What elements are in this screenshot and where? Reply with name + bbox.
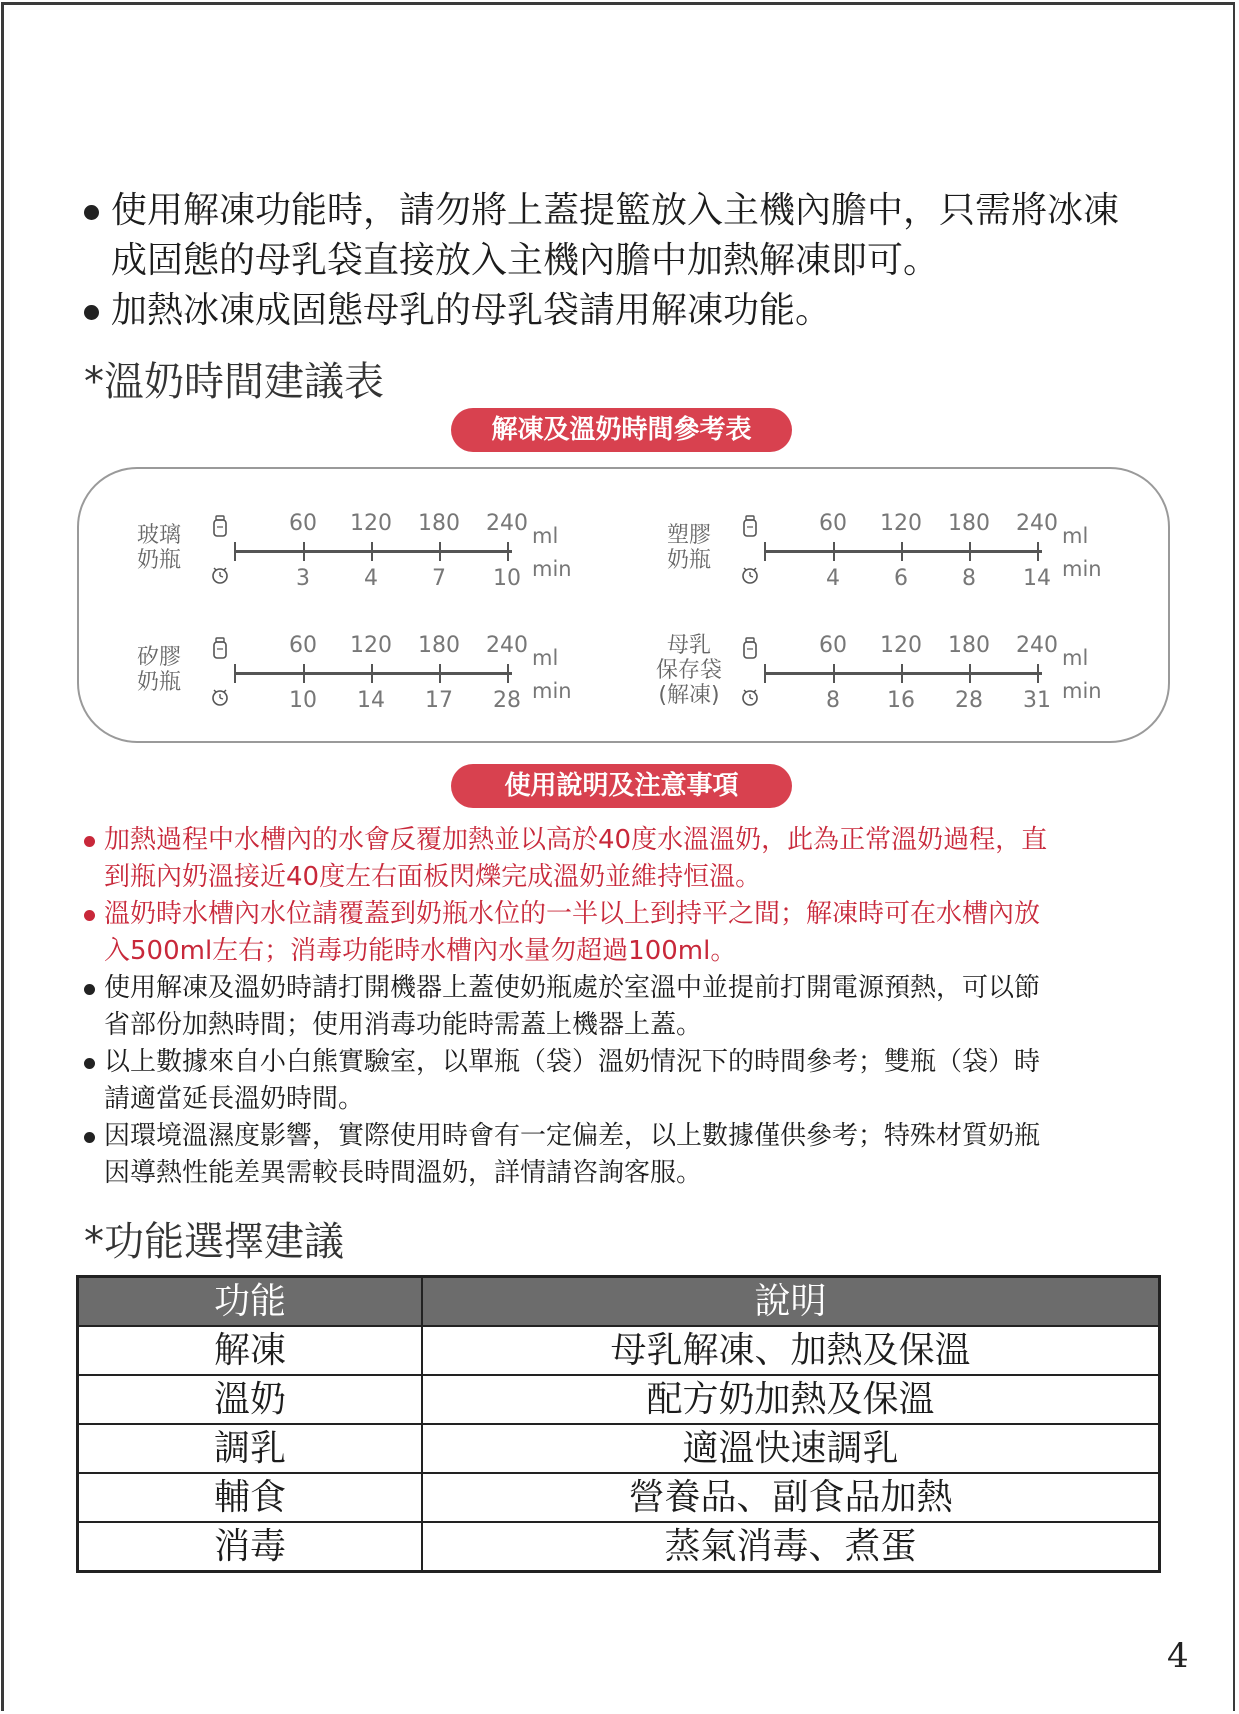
min-value: 3 [296,566,310,591]
ml-value: 120 [350,633,392,658]
ml-value: 120 [880,633,922,658]
description-cell: 適溫快速調乳 [422,1424,1160,1473]
scale-tick [833,542,835,561]
note-line: 因導熱性能差異需較長時間溫奶，詳情請咨詢客服。 [104,1158,703,1188]
scale-tick [303,542,305,561]
ml-value: 120 [350,511,392,536]
scale-tick [371,542,373,561]
notes-list [84,822,1184,1192]
scale-tick [234,542,236,561]
min-value: 28 [955,688,983,713]
bottle-type-line: 奶瓶 [666,548,711,573]
min-unit-label: min [532,679,572,703]
ml-value: 60 [289,633,317,658]
ml-value: 180 [418,633,460,658]
ml-value: 60 [289,511,317,536]
bottle-type-label [119,645,199,695]
clock-icon [209,565,231,590]
ml-value: 60 [819,511,847,536]
ref-group-silicone [119,629,609,719]
scale-axis [764,550,1042,553]
min-value: 14 [357,688,385,713]
min-unit-label: min [532,557,572,581]
header-function: 功能 [78,1277,423,1327]
function-cell: 調乳 [78,1424,423,1473]
note-line: 使用解凍及溫奶時請打開機器上蓋使奶瓶處於室溫中並提前打開電源預熱，可以節 [104,973,1041,1003]
ml-value: 120 [880,511,922,536]
min-value: 16 [887,688,915,713]
ml-value: 240 [1016,511,1058,536]
scale-tick [234,664,236,683]
note-item [84,1044,1184,1118]
ml-value: 180 [418,511,460,536]
ml-value: 240 [1016,633,1058,658]
table-row [78,1473,1160,1522]
ref-group-breastmilk-bag [649,629,1139,719]
min-unit-label: min [1062,679,1102,703]
bullet-dot [84,836,95,847]
notes-pill: 使用說明及注意事項 [451,764,792,808]
bullet-dot [84,1058,95,1069]
bottle-type-line: 保存袋 [655,658,722,683]
table-row [78,1375,1160,1424]
note-line: 以上數據來自小白熊實驗室，以單瓶（袋）溫奶情況下的時間參考；雙瓶（袋）時 [104,1047,1041,1077]
table-row [78,1424,1160,1473]
scale-axis [234,672,512,675]
header-description: 說明 [422,1277,1160,1327]
function-cell: 消毒 [78,1522,423,1572]
description-cell: 母乳解凍、加熱及保溫 [422,1326,1160,1375]
note-line: 省部份加熱時間；使用消毒功能時需蓋上機器上蓋。 [104,1010,703,1040]
clock-icon [209,687,231,712]
ref-group-glass [119,507,609,597]
min-value: 6 [894,566,908,591]
bullet-dot [84,1132,95,1143]
description-cell: 營養品、副食品加熱 [422,1473,1160,1522]
min-value: 8 [962,566,976,591]
bullet-dot [84,305,99,320]
bottle-icon [739,515,761,542]
note-line: 請適當延長溫奶時間。 [104,1084,365,1114]
min-value: 10 [493,566,521,591]
note-line: 加熱過程中水槽內的水會反覆加熱並以高於40度水溫溫奶，此為正常溫奶過程，直 [104,825,1048,855]
bottle-icon [739,637,761,664]
bottle-type-line: 塑膠 [666,523,711,548]
bullet-dot [84,205,99,220]
ml-value: 240 [486,633,528,658]
intro-bullet [84,286,1194,336]
scale-tick [901,542,903,561]
bottle-type-label [649,633,729,708]
ml-value: 240 [486,511,528,536]
ml-value: 180 [948,511,990,536]
min-value: 28 [493,688,521,713]
function-cell: 溫奶 [78,1375,423,1424]
scale-tick [1037,542,1039,561]
ref-table-pill: 解凍及溫奶時間參考表 [451,408,792,452]
scale-axis [234,550,512,553]
scale-tick [901,664,903,683]
scale-tick [969,664,971,683]
intro-bullets [84,186,1194,336]
note-item [84,822,1184,896]
scale-axis [764,672,1042,675]
bullet-dot [84,984,95,995]
clock-icon [739,687,761,712]
min-value: 10 [289,688,317,713]
scale-tick [969,542,971,561]
table-header-row [78,1277,1160,1327]
function-section-title: *功能選擇建議 [84,1219,344,1265]
bottle-icon [209,637,231,664]
min-value: 4 [364,566,378,591]
scale-tick [303,664,305,683]
page-number: 4 [1167,1636,1189,1676]
bottle-type-line: (解凍) [658,683,720,708]
note-item [84,970,1184,1044]
bullet-dot [84,910,95,921]
bottle-type-label [649,523,729,573]
bottle-type-line: 奶瓶 [136,670,181,695]
intro-bullet [84,186,1194,286]
ml-unit-label: ml [532,524,559,548]
warm-section-title: *溫奶時間建議表 [84,359,384,405]
clock-icon [739,565,761,590]
bottle-type-line: 矽膠 [136,645,181,670]
function-cell: 解凍 [78,1326,423,1375]
scale-tick [507,542,509,561]
min-value: 4 [826,566,840,591]
description-cell: 蒸氣消毒、煮蛋 [422,1522,1160,1572]
min-value: 8 [826,688,840,713]
scale-tick [439,664,441,683]
function-table [76,1275,1161,1573]
scale-tick [764,664,766,683]
note-line: 溫奶時水槽內水位請覆蓋到奶瓶水位的一半以上到持平之間；解凍時可在水槽內放 [104,899,1041,929]
min-value: 7 [432,566,446,591]
intro-line: 使用解凍功能時，請勿將上蓋提籃放入主機內膽中，只需將冰凍 [111,190,1120,231]
bottle-type-line: 母乳 [666,633,711,658]
scale-tick [764,542,766,561]
min-unit-label: min [1062,557,1102,581]
min-value: 14 [1023,566,1051,591]
ml-unit-label: ml [1062,646,1089,670]
bottle-icon [209,515,231,542]
bottle-type-line: 玻璃 [136,523,181,548]
note-line: 入500ml左右；消毒功能時水槽內水量勿超過100ml。 [104,936,737,966]
ml-value: 180 [948,633,990,658]
ml-unit-label: ml [532,646,559,670]
scale-tick [507,664,509,683]
ref-group-plastic [649,507,1139,597]
description-cell: 配方奶加熱及保溫 [422,1375,1160,1424]
ml-unit-label: ml [1062,524,1089,548]
min-value: 31 [1023,688,1051,713]
table-row [78,1522,1160,1572]
bottle-type-line: 奶瓶 [136,548,181,573]
scale-tick [439,542,441,561]
note-line: 到瓶內奶溫接近40度左右面板閃爍完成溫奶並維持恒溫。 [104,862,762,892]
intro-line: 加熱冰凍成固態母乳的母乳袋請用解凍功能。 [111,290,832,331]
note-line: 因環境溫濕度影響，實際使用時會有一定偏差，以上數據僅供參考；特殊材質奶瓶 [104,1121,1041,1151]
scale-tick [1037,664,1039,683]
reference-box [77,467,1170,743]
function-cell: 輔食 [78,1473,423,1522]
scale-tick [833,664,835,683]
note-item [84,1118,1184,1192]
table-row [78,1326,1160,1375]
bottle-type-label [119,523,199,573]
intro-line: 成固態的母乳袋直接放入主機內膽中加熱解凍即可。 [111,240,940,281]
scale-tick [371,664,373,683]
ml-value: 60 [819,633,847,658]
min-value: 17 [425,688,453,713]
note-item [84,896,1184,970]
